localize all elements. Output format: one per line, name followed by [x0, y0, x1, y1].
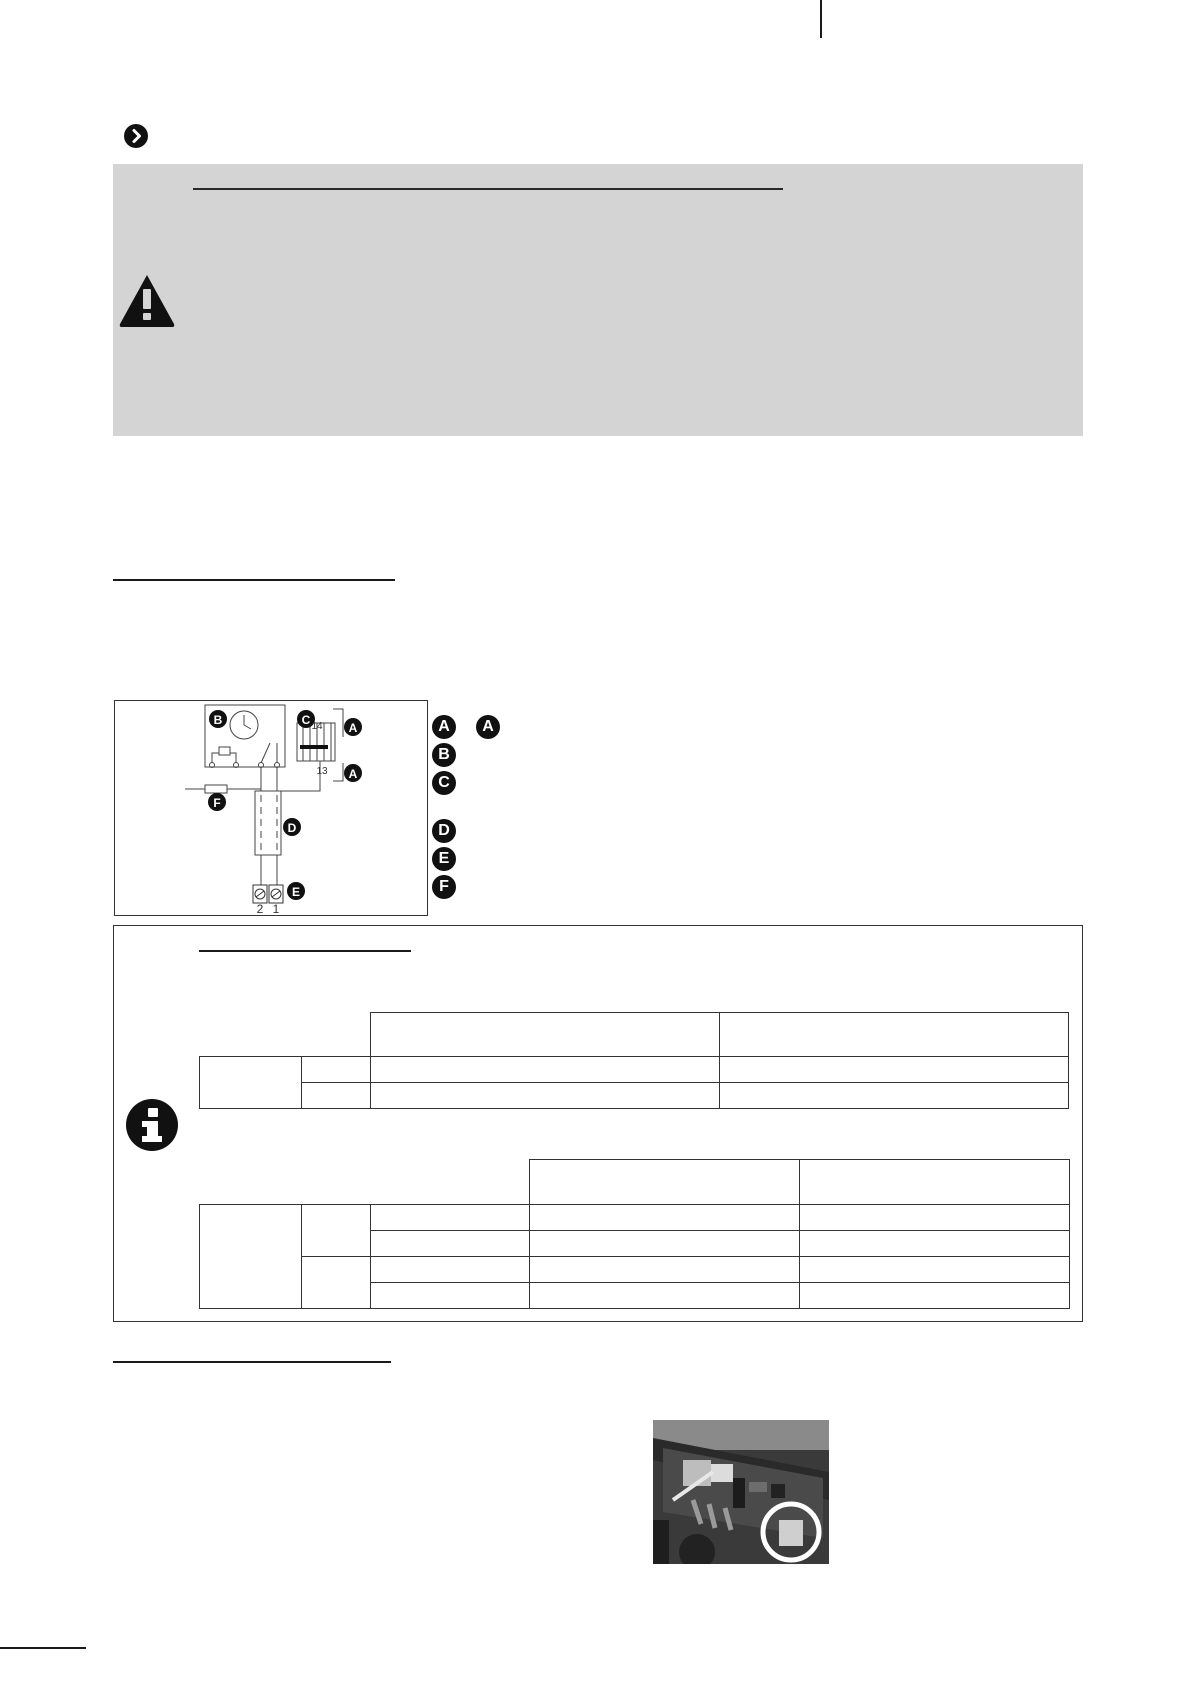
table-cell: [200, 1160, 302, 1205]
table-cell: [371, 1057, 720, 1083]
warning-heading-rule: [193, 188, 783, 190]
table-row: [200, 1205, 1070, 1231]
legend-badge-a-2: A: [476, 715, 500, 739]
info-heading-rule: [199, 950, 411, 952]
legend-badge-d: D: [432, 819, 456, 843]
legend-badge-a: A: [432, 715, 456, 739]
diagram-label-e: E: [291, 885, 301, 899]
diagram-label-d: D: [287, 821, 297, 835]
table-cell: [302, 1160, 371, 1205]
footer-rule: [0, 1647, 86, 1649]
legend-badge-c: C: [432, 771, 456, 795]
table-cell: [200, 1013, 302, 1057]
warning-box: [113, 164, 1083, 436]
table-cell: [302, 1205, 371, 1257]
table-cell: [800, 1231, 1070, 1257]
table-cell: [720, 1083, 1069, 1109]
table-row: [200, 1083, 1069, 1109]
chevron-right-circle-icon: [124, 124, 148, 148]
table-cell: [302, 1083, 371, 1109]
table-cell: [530, 1283, 800, 1309]
table-row: [200, 1257, 1070, 1283]
table-header-cell: [720, 1013, 1069, 1057]
legend-badge-e: E: [432, 847, 456, 871]
table-cell: [371, 1205, 530, 1231]
table-header-cell: [371, 1013, 720, 1057]
diagram-label-a-top: A: [348, 721, 358, 735]
table-cell: [530, 1231, 800, 1257]
table-cell: [800, 1205, 1070, 1231]
table-cell: [800, 1257, 1070, 1283]
table-cell: [371, 1160, 530, 1205]
table-cell: [371, 1257, 530, 1283]
table-cell: [371, 1083, 720, 1109]
table-cell: [200, 1057, 302, 1109]
table-cell: [302, 1013, 371, 1057]
diagram-label-b: B: [213, 713, 223, 727]
diagram-terminal-1: 1: [272, 902, 280, 915]
table-cell: [200, 1205, 302, 1309]
table-cell: [530, 1205, 800, 1231]
diagram-number-13: 13: [316, 766, 328, 777]
circuit-board-photo: [653, 1420, 829, 1564]
section-heading-rule-2: [113, 1361, 391, 1363]
warning-triangle-icon: [117, 272, 177, 333]
diagram-terminal-2: 2: [256, 902, 264, 915]
legend-badge-b: B: [432, 743, 456, 767]
diagram-label-f: F: [213, 796, 221, 810]
section-heading-rule: [113, 579, 395, 581]
diagram-label-a-bottom: A: [348, 767, 358, 781]
diagram-label-c: C: [301, 713, 311, 727]
table-header-cell: [800, 1160, 1070, 1205]
table-header-cell: [530, 1160, 800, 1205]
legend-badge-f: F: [432, 875, 456, 899]
diagram-number-14: 14: [311, 721, 323, 732]
spec-table-1: [199, 1012, 1069, 1109]
table-cell: [720, 1057, 1069, 1083]
table-cell: [302, 1257, 371, 1309]
table-cell: [371, 1231, 530, 1257]
table-cell: [800, 1283, 1070, 1309]
info-circle-icon: [125, 1098, 179, 1157]
spec-table-2: [199, 1159, 1070, 1309]
table-cell: [371, 1283, 530, 1309]
wiring-diagram: [114, 700, 428, 916]
table-cell: [530, 1257, 800, 1283]
header-rule: [820, 0, 822, 38]
table-cell: [302, 1057, 371, 1083]
table-row: [200, 1057, 1069, 1083]
